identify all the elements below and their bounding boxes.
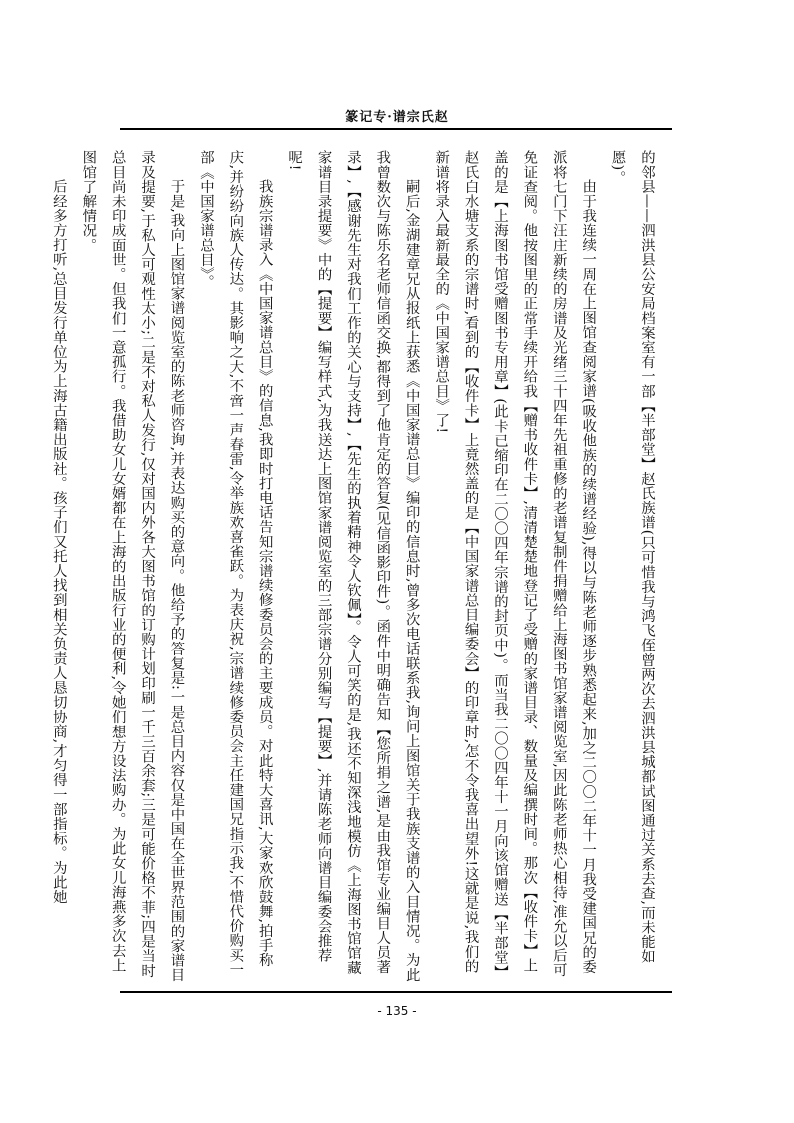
paragraph-4: 我族宗谱录入《中国家谱总目》的信息,我即时打电话告知宗谱续修委员会的主要成员。对此特大喜讯,大家欢欣鼓舞,拍手称庆,并纷纷向族人传达。其影响之大,不啻一声春雷,令举族欢喜雀跃。为表庆祝,宗谱续修委员会主任建国兄指示我,不惜代价购买一部《中国家谱总目》。 <box>197 150 273 977</box>
running-header: 篆记专·谱宗氏赵 <box>345 110 449 125</box>
paragraph-3: 嗣后,金湖建章兄从报纸上获悉《中国家谱总目》编印的信息时,曾多次电话联系我,询问上图馆关于我族支谱的入目情况。为此我曾数次与陈乐名老师信函交换,都得到了他肯定的答复(见信函影印件)。函件中明确告知【您所捐之谱,是由我馆专业编目人员著录】,【感谢先生对我们工作的关心与支持】,【先生的执着精神令人钦佩】。令人可笑的是,我还不知深浅地模仿《上海图书馆馆藏家谱目录提要》中的【提要】编写样式,为我送达上图馆家谱阅览室的三部宗谱分别编写【提要】,并请陈老师向谱目编委会推荐呢! <box>286 150 420 982</box>
paragraph-6: 后经多方打听,总目发行单位为上海古籍出版社。孩子们又托人找到相关负责人恳切协商,才匀得一部指标。为此她 <box>50 178 67 904</box>
paragraph-5: 于是,我向上图馆家谱阅览室的陈老师咨询,并表达购买的意向。他给予的答复是:一是总目内容仅是中国在全世界范围的家谱目录及提要,于私人可观性太小;二是不对私人发行,仅对国内外各大图书馆的订购计划印刷一千三百余套;三是可能价格不菲;四是当时总目尚未印成面世。但我们一意孤行。我借助女儿女婿都在上海的出版行业的便利,令她们想方设法购办。为此女儿海燕多次去上图馆了解情况。 <box>80 150 185 982</box>
header-rule <box>120 128 672 130</box>
paragraph-1: 的邻县——泗洪县公安局档案室有一部【半部堂】赵氏族谱(只可惜我与鸿飞侄曾两次去泗洪县城都试图通过关系去查,而未能如愿)。 <box>609 150 655 964</box>
page-number: - 135 - <box>377 1004 417 1018</box>
footer-rule <box>120 991 672 993</box>
paragraph-2: 由于我连续一周在上图馆查阅家谱(吸收他族的续谱经验),得以与陈老师逐步熟悉起来,加之二〇〇二年十一月我受建国兄的委派将七门下汪庄新续的房谱及光绪三十四年先祖重修的老谱复制件捐赠给上海图书馆家谱阅览室,因此陈老师热心相待,准允以后可免证查阅。他按图里的正常手续开给我【赠书收件卡】,清清楚楚地登记了受赠的家谱目录、数量及编撰时间。那次【收件卡】上盖的是【上海图书馆受赠图书专用章】(此卡已缩印在二〇〇四年宗谱的封页中)。而当我二〇〇四年十一月向该馆赠送【半部堂】赵氏白水塘支系的宗谱时,看到的【收件卡】上竟然盖的是【中国家谱总目编委会】的印章时,怎不令我喜出望外!这就是说,我们的新谱将录入最新最全的《中国家谱总目》了! <box>433 150 597 980</box>
body-text <box>50 150 661 982</box>
